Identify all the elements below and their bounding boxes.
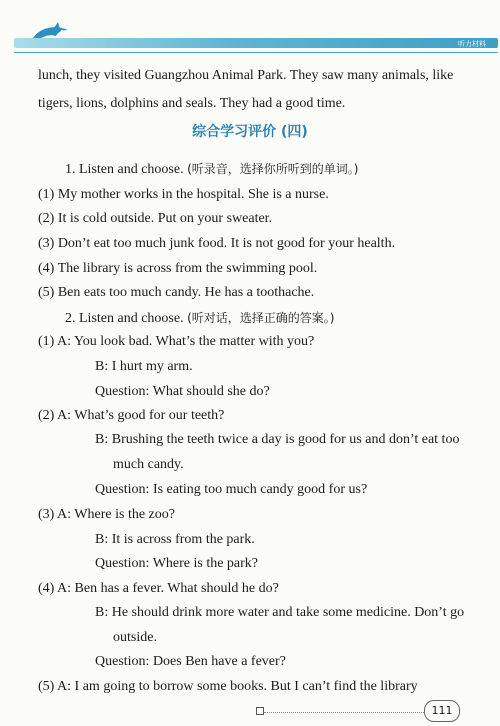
part2-heading-en: 2. Listen and choose. [65, 311, 184, 326]
part2-heading-zh: (听对话，选择正确的答案。) [187, 311, 335, 325]
page-header [0, 0, 500, 60]
part2-heading [65, 309, 334, 327]
dialog-3-question: Question: Where is the park? [95, 556, 259, 571]
part1-item: (3) Don’t eat too much junk food. It is not good for your health. [38, 236, 396, 251]
dialog-2-b-line-1: B: Brushing the teeth twice a day is good for us and don’t eat too [95, 432, 460, 447]
dialog-5-a: (5) A: I am going to borrow some books. But I can’t find the library [38, 679, 418, 694]
dialog-4-question: Question: Does Ben have a fever? [95, 654, 286, 669]
intro-line-1: lunch, they visited Guangzhou Animal Park. They saw many animals, like [38, 68, 454, 83]
part1-item: (1) My mother works in the hospital. She is a nurse. [38, 187, 329, 202]
footer-square-icon [256, 707, 264, 715]
dialog-4-b-line-2: outside. [113, 630, 157, 645]
part1-heading [65, 160, 358, 178]
header-section-tag: 听力材料 [458, 40, 486, 48]
dialog-2-b-line-2: much candy. [113, 457, 184, 472]
dialog-3-b: B: It is across from the park. [95, 532, 255, 547]
part1-item: (5) Ben eats too much candy. He has a toothache. [38, 285, 315, 300]
dialog-4-a: (4) A: Ben has a fever. What should he do? [38, 581, 279, 596]
section-title: 综合学习评价 (四) [192, 124, 308, 140]
header-band [14, 38, 498, 48]
footer-dotted-rule [264, 712, 424, 714]
part1-item: (2) It is cold outside. Put on your sweater. [38, 211, 273, 226]
part1-heading-zh: (听录音，选择你所听到的单词。) [187, 162, 359, 176]
part1-heading-en: 1. Listen and choose. [65, 162, 184, 177]
dialog-2-question: Question: Is eating too much candy good for us? [95, 482, 368, 497]
part1-item: (4) The library is across from the swimming pool. [38, 261, 318, 276]
dialog-1-a: (1) A: You look bad. What’s the matter with you? [38, 334, 315, 349]
dialog-4-b-line-1: B: He should drink more water and take some medicine. Don’t go [95, 605, 465, 620]
dialog-1-question: Question: What should she do? [95, 384, 270, 399]
header-rule [14, 52, 498, 53]
dialog-2-a: (2) A: What’s good for our teeth? [38, 408, 225, 423]
dialog-3-a: (3) A: Where is the zoo? [38, 507, 175, 522]
dialog-1-b: B: I hurt my arm. [95, 359, 193, 374]
page-number: 111 [424, 700, 460, 722]
intro-line-2: tigers, lions, dolphins and seals. They had a good time. [38, 96, 346, 111]
